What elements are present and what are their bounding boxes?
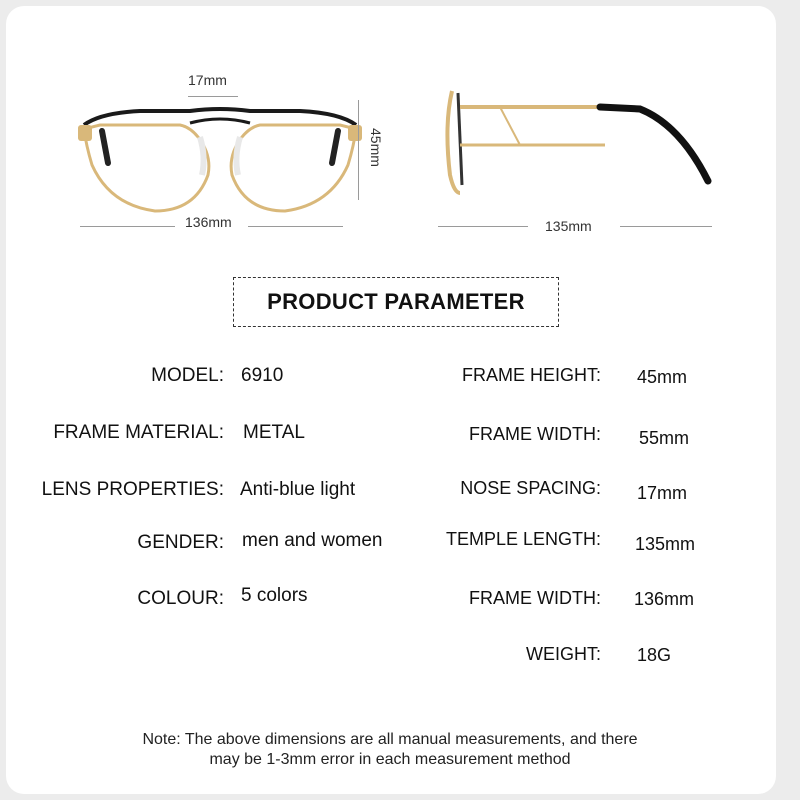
glasses-front-illustration — [70, 85, 370, 225]
spec-value-lens-properties: Anti-blue light — [240, 479, 356, 500]
spec-label-model: MODEL: — [151, 365, 224, 386]
bridge-dim-line — [188, 96, 238, 97]
spec-value-model: 6910 — [241, 365, 284, 386]
spec-label-colour: COLOUR: — [137, 588, 224, 609]
temple-dim-line-left — [438, 226, 528, 227]
note-line-2: may be 1-3mm error in each measurement method — [209, 751, 571, 768]
spec-value-colour: 5 colors — [241, 585, 308, 606]
spec-label-lens-properties: LENS PROPERTIES: — [41, 479, 224, 500]
width-dim-line-right — [248, 226, 343, 227]
spec-value-frame-material: METAL — [243, 422, 305, 443]
spec-value-nose-spacing: 17mm — [637, 483, 688, 503]
spec-label-nose-spacing: NOSE SPACING: — [460, 478, 601, 498]
height-dim-line — [358, 100, 359, 200]
spec-value-frame-height: 45mm — [637, 367, 688, 387]
spec-label-weight: WEIGHT: — [526, 644, 601, 664]
height-dim-label: 45mm — [368, 128, 384, 167]
spec-label-frame-width: FRAME WIDTH: — [469, 424, 601, 444]
temple-dim-label: 135mm — [545, 218, 592, 234]
spec-label-gender: GENDER: — [137, 532, 224, 553]
section-title: PRODUCT PARAMETER — [233, 277, 559, 327]
spec-label-temple-length: TEMPLE LENGTH: — [445, 529, 601, 549]
spec-value-frame-width-2: 136mm — [634, 589, 695, 609]
bridge-dim-label: 17mm — [188, 72, 227, 88]
width-dim-label: 136mm — [185, 214, 232, 230]
spec-label-frame-height: FRAME HEIGHT: — [461, 365, 601, 385]
spec-label-frame-width-2: FRAME WIDTH: — [469, 588, 601, 608]
spec-value-gender: men and women — [242, 530, 383, 551]
glasses-side-illustration — [440, 85, 720, 205]
note-line-1: Note: The above dimensions are all manual measurements, and there — [142, 731, 638, 748]
spec-label-frame-material: FRAME MATERIAL: — [53, 422, 224, 443]
spec-value-frame-width: 55mm — [639, 428, 690, 448]
spec-value-temple-length: 135mm — [635, 534, 696, 554]
width-dim-line-left — [80, 226, 175, 227]
temple-dim-line-right — [620, 226, 712, 227]
spec-value-weight: 18G — [637, 645, 672, 665]
